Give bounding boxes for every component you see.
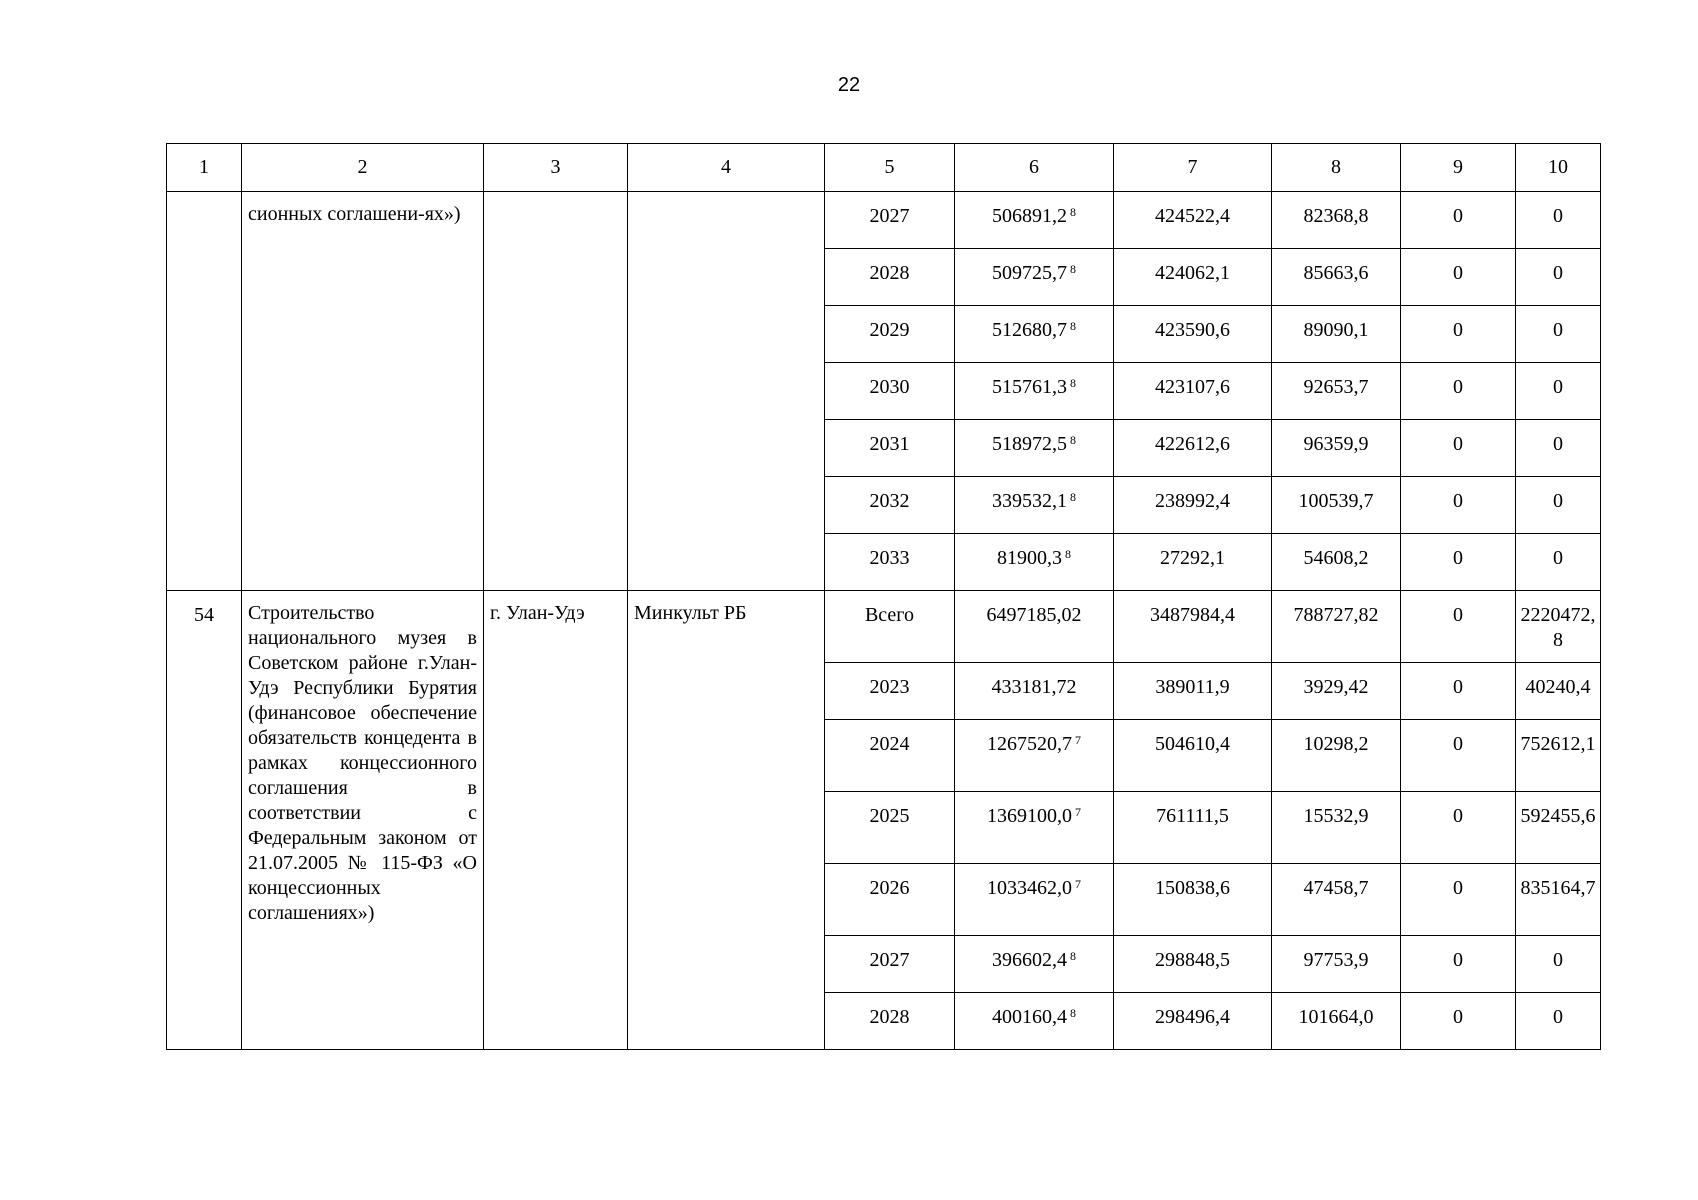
cell-col10: 0 [1516,993,1601,1050]
cell-year: 2033 [825,534,955,591]
cell-year: 2028 [825,249,955,306]
col-header: 6 [955,144,1114,192]
cell-col8: 82368,8 [1272,192,1401,249]
cell-col9: 0 [1401,591,1516,663]
cell-col6-value: 509725,7 [992,262,1067,284]
cell-col7: 423107,6 [1114,363,1272,420]
cell-col7: 238992,4 [1114,477,1272,534]
table-row [167,192,1601,249]
cell-col6 [955,420,1114,477]
cell-col7: 504610,4 [1114,720,1272,792]
cell-col7: 298496,4 [1114,993,1272,1050]
cell-col8: 96359,9 [1272,420,1401,477]
budget-table [166,143,1601,1050]
cell-col7: 27292,1 [1114,534,1272,591]
cell-col6-value: 518972,5 [992,433,1067,455]
cell-col8: 97753,9 [1272,936,1401,993]
cell-col10: 0 [1516,192,1601,249]
col-header: 8 [1272,144,1401,192]
cell-col8: 15532,9 [1272,792,1401,864]
cell-col10: 752612,1 [1516,720,1601,792]
cell-col6 [955,792,1114,864]
cell-col8: 3929,42 [1272,663,1401,720]
cell-col6 [955,249,1114,306]
footnote-ref: 8 [1070,376,1076,390]
cell-col6-value: 396602,4 [992,949,1067,971]
footnote-ref: 8 [1070,1006,1076,1020]
cell-col10: 835164,7 [1516,864,1601,936]
cell-col9: 0 [1401,420,1516,477]
page-number: 22 [837,74,861,96]
cell-col10: 2220472,8 [1516,591,1601,663]
cell-col9: 0 [1401,936,1516,993]
col-header: 1 [167,144,242,192]
table-row [167,591,1601,663]
cell-col6-value: 512680,7 [992,319,1067,341]
cell-col10: 0 [1516,249,1601,306]
cell-col6-value: 400160,4 [992,1006,1067,1028]
cell-col6-value: 433181,72 [991,676,1077,698]
cell-col9: 0 [1401,864,1516,936]
cell-col6-value: 506891,2 [992,205,1067,227]
cell-col6 [955,591,1114,663]
cell-number: 54 [167,591,242,1050]
cell-col10: 0 [1516,936,1601,993]
cell-col8: 10298,2 [1272,720,1401,792]
cell-responsible [628,192,825,591]
cell-col10: 0 [1516,477,1601,534]
cell-location [484,192,628,591]
footnote-ref: 7 [1075,805,1081,819]
cell-col7: 424522,4 [1114,192,1272,249]
cell-col7: 422612,6 [1114,420,1272,477]
cell-year: 2027 [825,936,955,993]
cell-col6-value: 1267520,7 [987,733,1072,755]
cell-col6 [955,936,1114,993]
cell-col6-value: 6497185,02 [986,604,1082,626]
cell-col9: 0 [1401,663,1516,720]
cell-year: 2032 [825,477,955,534]
col-header: 2 [242,144,484,192]
cell-col7: 761111,5 [1114,792,1272,864]
cell-col6-value: 339532,1 [992,490,1067,512]
cell-year: 2029 [825,306,955,363]
cell-col9: 0 [1401,477,1516,534]
cell-col6 [955,534,1114,591]
cell-col7: 424062,1 [1114,249,1272,306]
cell-col7: 150838,6 [1114,864,1272,936]
cell-col9: 0 [1401,720,1516,792]
cell-year: 2030 [825,363,955,420]
cell-col6 [955,363,1114,420]
cell-col8: 788727,82 [1272,591,1401,663]
cell-col8: 100539,7 [1272,477,1401,534]
cell-col8: 47458,7 [1272,864,1401,936]
cell-responsible: Минкульт РБ [628,591,825,1050]
cell-col9: 0 [1401,249,1516,306]
cell-col9: 0 [1401,363,1516,420]
footnote-ref: 8 [1070,319,1076,333]
cell-number [167,192,242,591]
footnote-ref: 8 [1070,205,1076,219]
cell-col7: 423590,6 [1114,306,1272,363]
col-header: 3 [484,144,628,192]
cell-col10: 0 [1516,534,1601,591]
cell-col10: 40240,4 [1516,663,1601,720]
footnote-ref: 8 [1070,949,1076,963]
cell-col6 [955,720,1114,792]
col-header: 7 [1114,144,1272,192]
cell-col6-value: 1033462,0 [987,877,1072,899]
cell-col9: 0 [1401,792,1516,864]
cell-col8: 92653,7 [1272,363,1401,420]
col-header: 10 [1516,144,1601,192]
cell-year: 2025 [825,792,955,864]
col-header: 5 [825,144,955,192]
cell-location: г. Улан-Удэ [484,591,628,1050]
cell-col10: 592455,6 [1516,792,1601,864]
cell-col10: 0 [1516,363,1601,420]
cell-col7: 3487984,4 [1114,591,1272,663]
col-header: 9 [1401,144,1516,192]
cell-col8: 85663,6 [1272,249,1401,306]
cell-description: сионных соглашени-ях») [242,192,484,591]
col-header: 4 [628,144,825,192]
cell-col6 [955,477,1114,534]
cell-description: Строительство национального музея в Советском районе г.Улан-Удэ Республики Бурятия (финансовое обеспечение обязательств концедента в рамках концессионного соглашения в соответствии с Федеральным законом от 21.07.2005 № 115-ФЗ «О концессионных соглашениях») [242,591,484,1050]
cell-col9: 0 [1401,306,1516,363]
cell-year: Всего [825,591,955,663]
cell-col6 [955,663,1114,720]
footnote-ref: 7 [1075,877,1081,891]
cell-col6-value: 1369100,0 [987,805,1072,827]
cell-year: 2026 [825,864,955,936]
cell-col6 [955,192,1114,249]
cell-col7: 298848,5 [1114,936,1272,993]
cell-col8: 54608,2 [1272,534,1401,591]
footnote-ref: 7 [1075,733,1081,747]
cell-col8: 89090,1 [1272,306,1401,363]
cell-col6 [955,864,1114,936]
cell-col7: 389011,9 [1114,663,1272,720]
footnote-ref: 8 [1070,433,1076,447]
cell-col6-value: 81900,3 [997,547,1062,569]
cell-col9: 0 [1401,534,1516,591]
cell-year: 2031 [825,420,955,477]
cell-col8: 101664,0 [1272,993,1401,1050]
cell-year: 2028 [825,993,955,1050]
footnote-ref: 8 [1065,547,1071,561]
cell-col10: 0 [1516,420,1601,477]
footnote-ref: 8 [1070,490,1076,504]
cell-col6 [955,993,1114,1050]
cell-year: 2023 [825,663,955,720]
cell-col6 [955,306,1114,363]
header-row [167,144,1601,192]
cell-year: 2024 [825,720,955,792]
cell-col9: 0 [1401,993,1516,1050]
cell-col10: 0 [1516,306,1601,363]
cell-year: 2027 [825,192,955,249]
cell-col6-value: 515761,3 [992,376,1067,398]
footnote-ref: 8 [1070,262,1076,276]
cell-col9: 0 [1401,192,1516,249]
